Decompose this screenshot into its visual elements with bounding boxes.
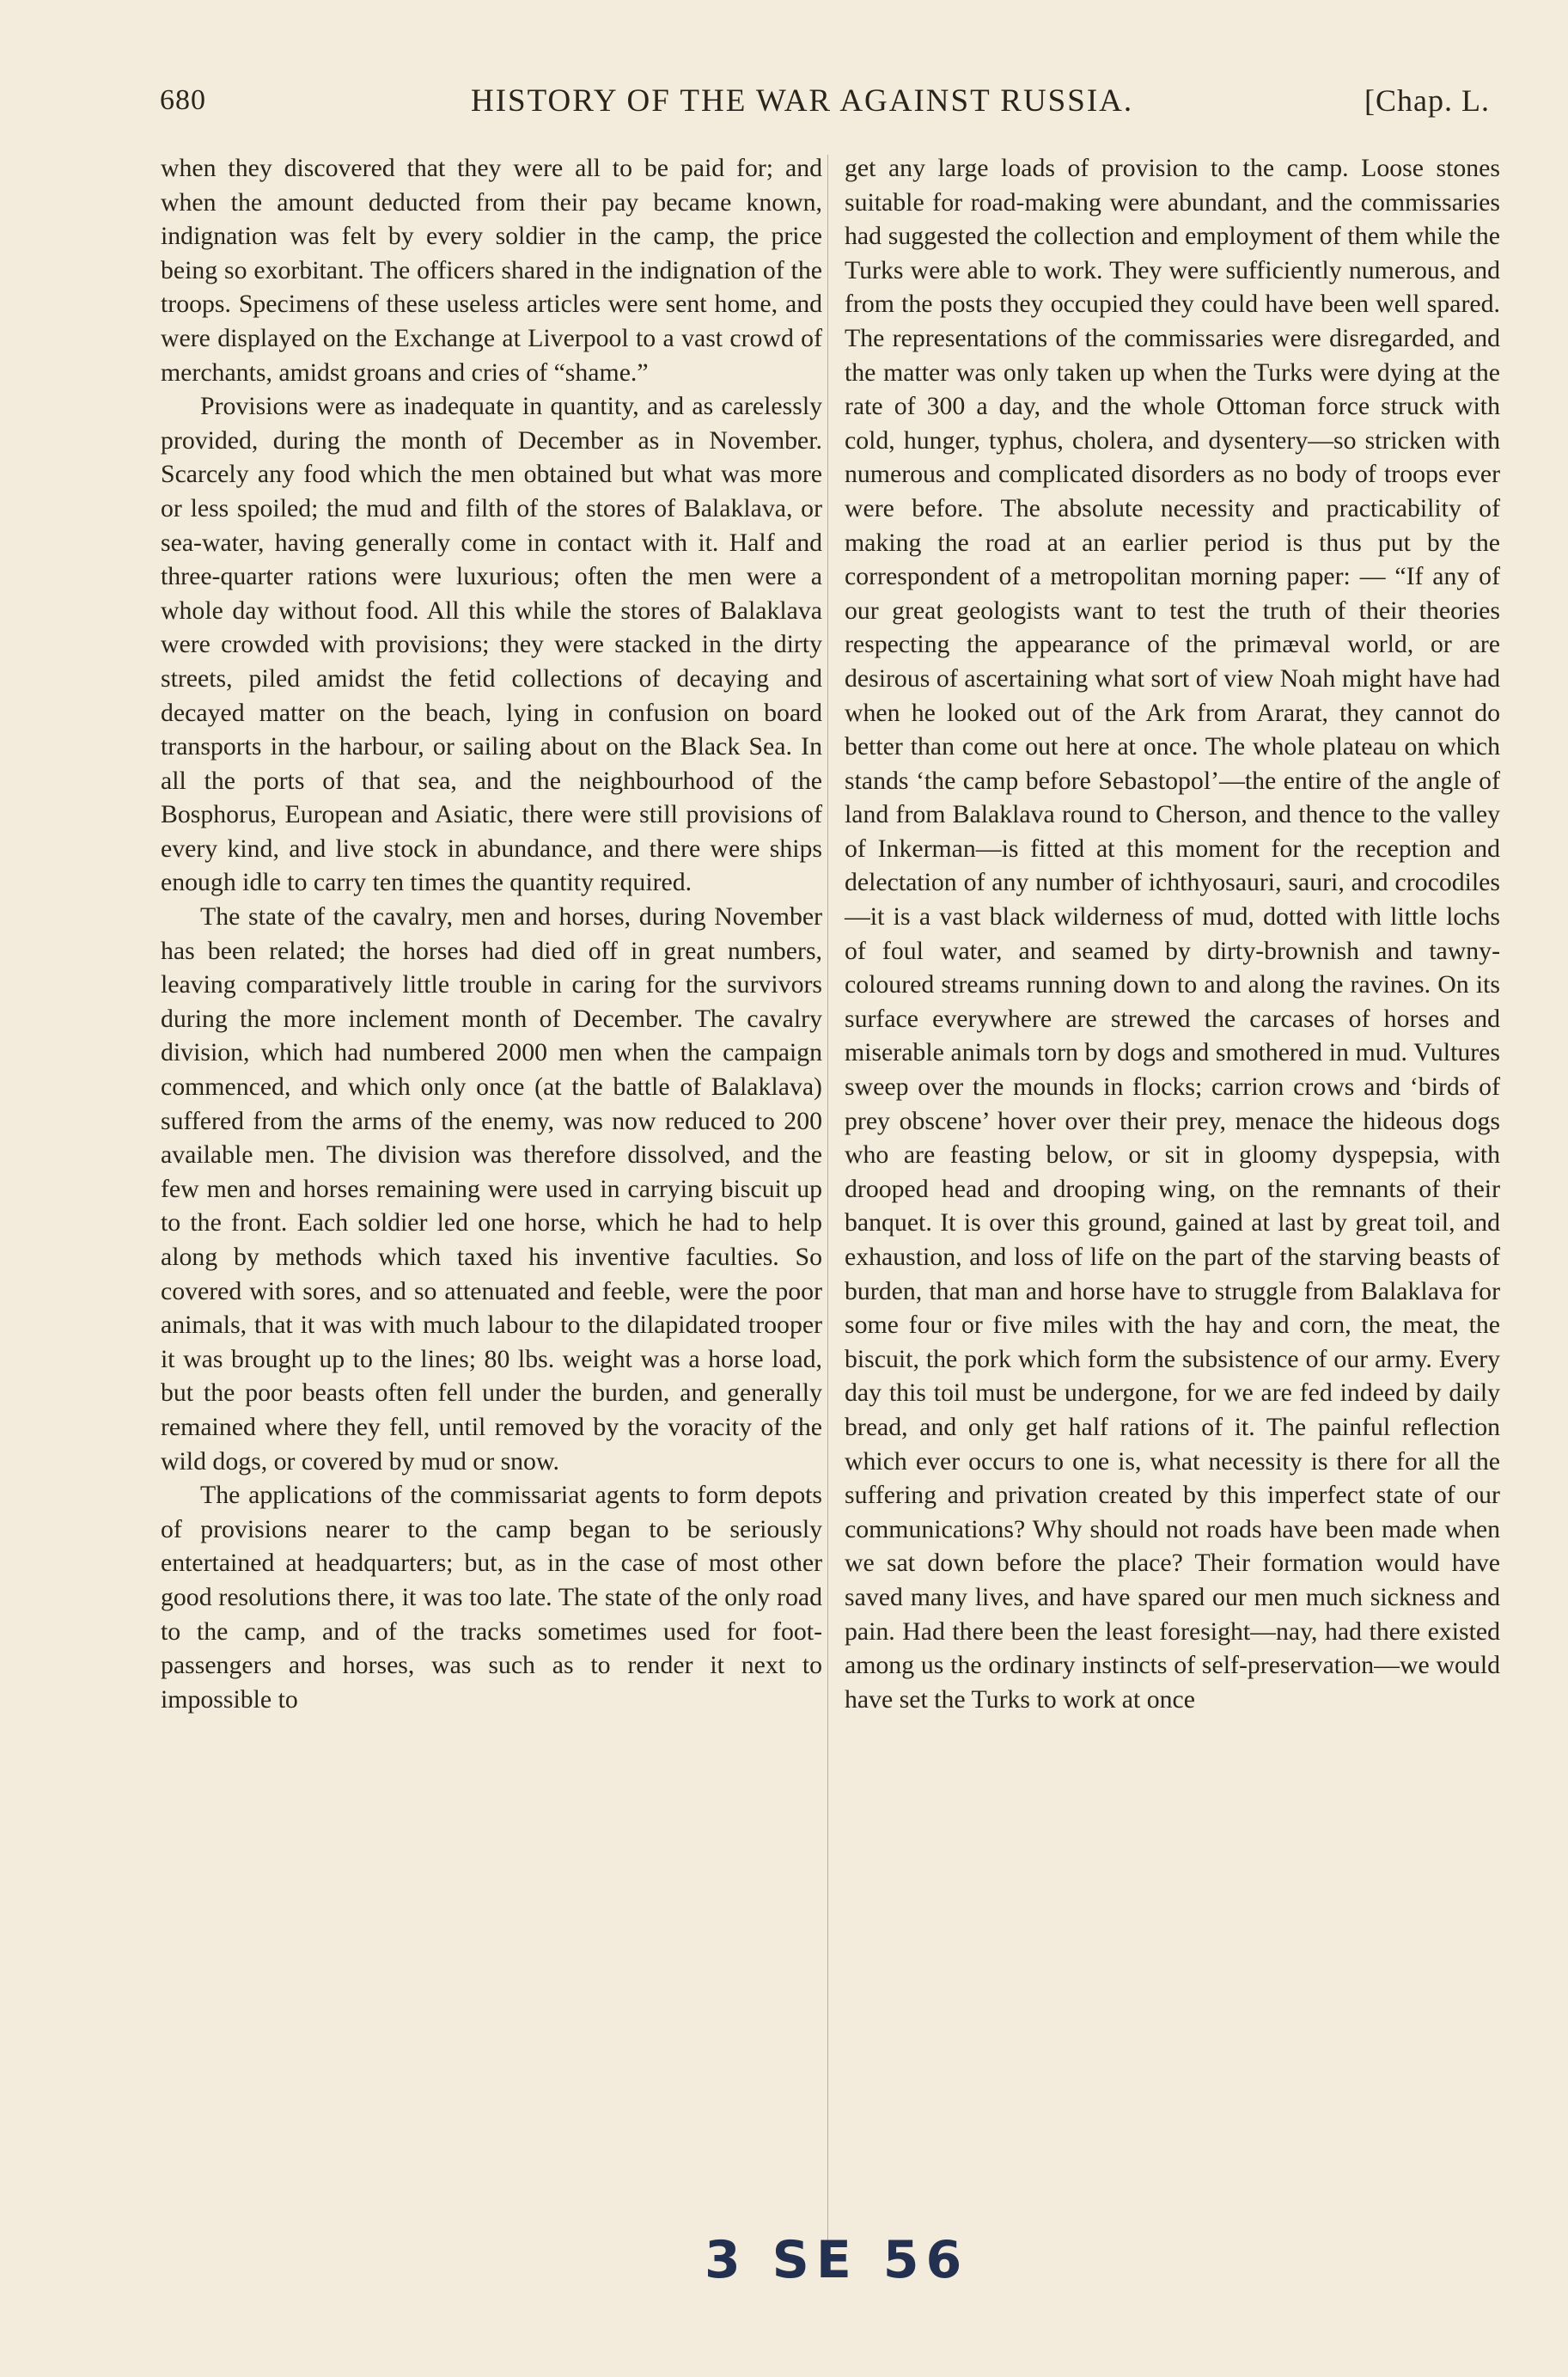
paragraph: when they discovered that they were all to be paid for; and when the amount deducted from their pay became known, indignation was felt by every soldier in the camp, the price being so exorbitant. The officers shared in the indignation of the troops. Specimens of these useless articles were sent home, and were displayed on the Exchange at Liverpool to a vast crowd of merchants, amidst groans and cries of “shame.” xyxy=(161,154,822,387)
right-column xyxy=(845,151,1500,1716)
paragraph: get any large loads of provision to the camp. Loose stones suitable for road-making were abundant, and the commissaries had suggested the collection and employment of them while the Turks were able to work. They were sufficiently numerous, and from the posts they occupied they could have been well spared. The representations of the commissaries were disregarded, and the matter was only taken up when the Turks were dying at the rate of 300 a day, and the whole Ottoman force struck with cold, hunger, typhus, cholera, and dysentery—so stricken with numerous and complicated disorders as no body of troops ever were before. The absolute necessity and practicability of making the road at an earlier period is thus put by the correspondent of a metropolitan morning paper: — “If any of our great geologists want to test the truth of their theories respecting the appearance of the primæval world, or are desirous of ascertaining what sort of view Noah might have had when he looked out of the Ark from Ararat, they cannot do better than come out here at once. The whole plateau on which stands ‘the camp before Sebastopol’—the entire of the angle of land from Balaklava round to Cherson, and thence to the valley of Inkerman—is fitted at this moment for the reception and delectation of any number of ichthyosauri, sauri, and crocodiles—it is a vast black wilderness of mud, dotted with little lochs of foul water, and seamed by dirty-brownish and tawny-coloured streams running down to and along the ravines. On its surface everywhere are strewed the carcases of horses and miserable animals torn by dogs and smothered in mud. Vultures sweep over the mounds in flocks; carrion crows and ‘birds of prey obscene’ hover over their prey, menace the hideous dogs who are feasting below, or sit in gloomy dyspepsia, with drooped head and drooping wing, on the remnants of their banquet. It is over this ground, gained at last by great toil, and exhaustion, and loss of life on the part of the starving beasts of burden, that man and horse have to struggle from Balaklava for some four or five miles with the hay and corn, the meat, the biscuit, the pork which form the subsistence of our army. Every day this toil must be undergone, for we are fed indeed by daily bread, and only get half rations of it. The painful reflection which ever occurs to one is, what necessity is there for all the suffering and privation created by this imperfect state of our communications? Why should not roads have been made when we sat down before the place? Their formation would have saved many lives, and have spared our men much sickness and pain. Had there been the least foresight—nay, had there existed among us the ordinary instincts of self-preservation—we would have set the Turks to work at once xyxy=(845,154,1500,1714)
column-divider xyxy=(827,155,828,2252)
library-shelfmark: 3 SE 56 xyxy=(705,2230,969,2290)
paragraph: Provisions were as inadequate in quantity, and as carelessly provided, during the month of December as in November. Scarcely any food which the men obtained but what was more or less spoiled; the mud and filth of the stores of Balaklava, or sea-water, having generally come in contact with it. Half and three-quarter rations were luxurious; often the men were a whole day without food. All this while the stores of Balaklava were crowded with provisions; they were stacked in the dirty streets, piled amidst the fetid collections of decaying and decayed matter on the beach, lying in confusion on board transports in the harbour, or sailing about on the Black Sea. In all the ports of that sea, and the neighbourhood of the Bosphorus, European and Asiatic, there were still provisions of every kind, and live stock in abundance, and there were ships enough idle to carry ten times the quantity required. xyxy=(161,392,822,897)
paragraph: The state of the cavalry, men and horses, during November has been related; the horses had died off in great numbers, leaving comparatively little trouble in caring for the survivors during the more inclement month of December. The cavalry division, which had numbered 2000 men when the campaign commenced, and which only once (at the battle of Balaklava) suffered from the arms of the enemy, was now reduced to 200 available men. The division was therefore dissolved, and the few men and horses remaining were used in carrying biscuit up to the front. Each soldier led one horse, which he had to help along by methods which taxed his inventive faculties. So covered with sores, and so attenuated and feeble, were the poor animals, that it was with much labour to the dilapidated trooper it was brought up to the lines; 80 lbs. weight was a horse load, but the poor beasts often fell under the burden, and generally remained where they fell, until removed by the voracity of the wild dogs, or covered by mud or snow. xyxy=(161,902,822,1476)
running-title: HISTORY OF THE WAR AGAINST RUSSIA. xyxy=(471,83,1134,119)
chapter-reference: [Chap. L. xyxy=(1364,83,1490,118)
running-head xyxy=(0,79,1568,124)
left-column xyxy=(161,151,822,1716)
page-number: 680 xyxy=(160,84,206,116)
paragraph: The applications of the commissariat agents to form depots of provisions nearer to the camp began to be seriously entertained at headquarters; but, as in the case of most other good resolutions there, it was too late. The state of the only road to the camp, and of the tracks sometimes used for foot-passengers and horses, was such as to render it next to impossible to xyxy=(161,1481,822,1714)
